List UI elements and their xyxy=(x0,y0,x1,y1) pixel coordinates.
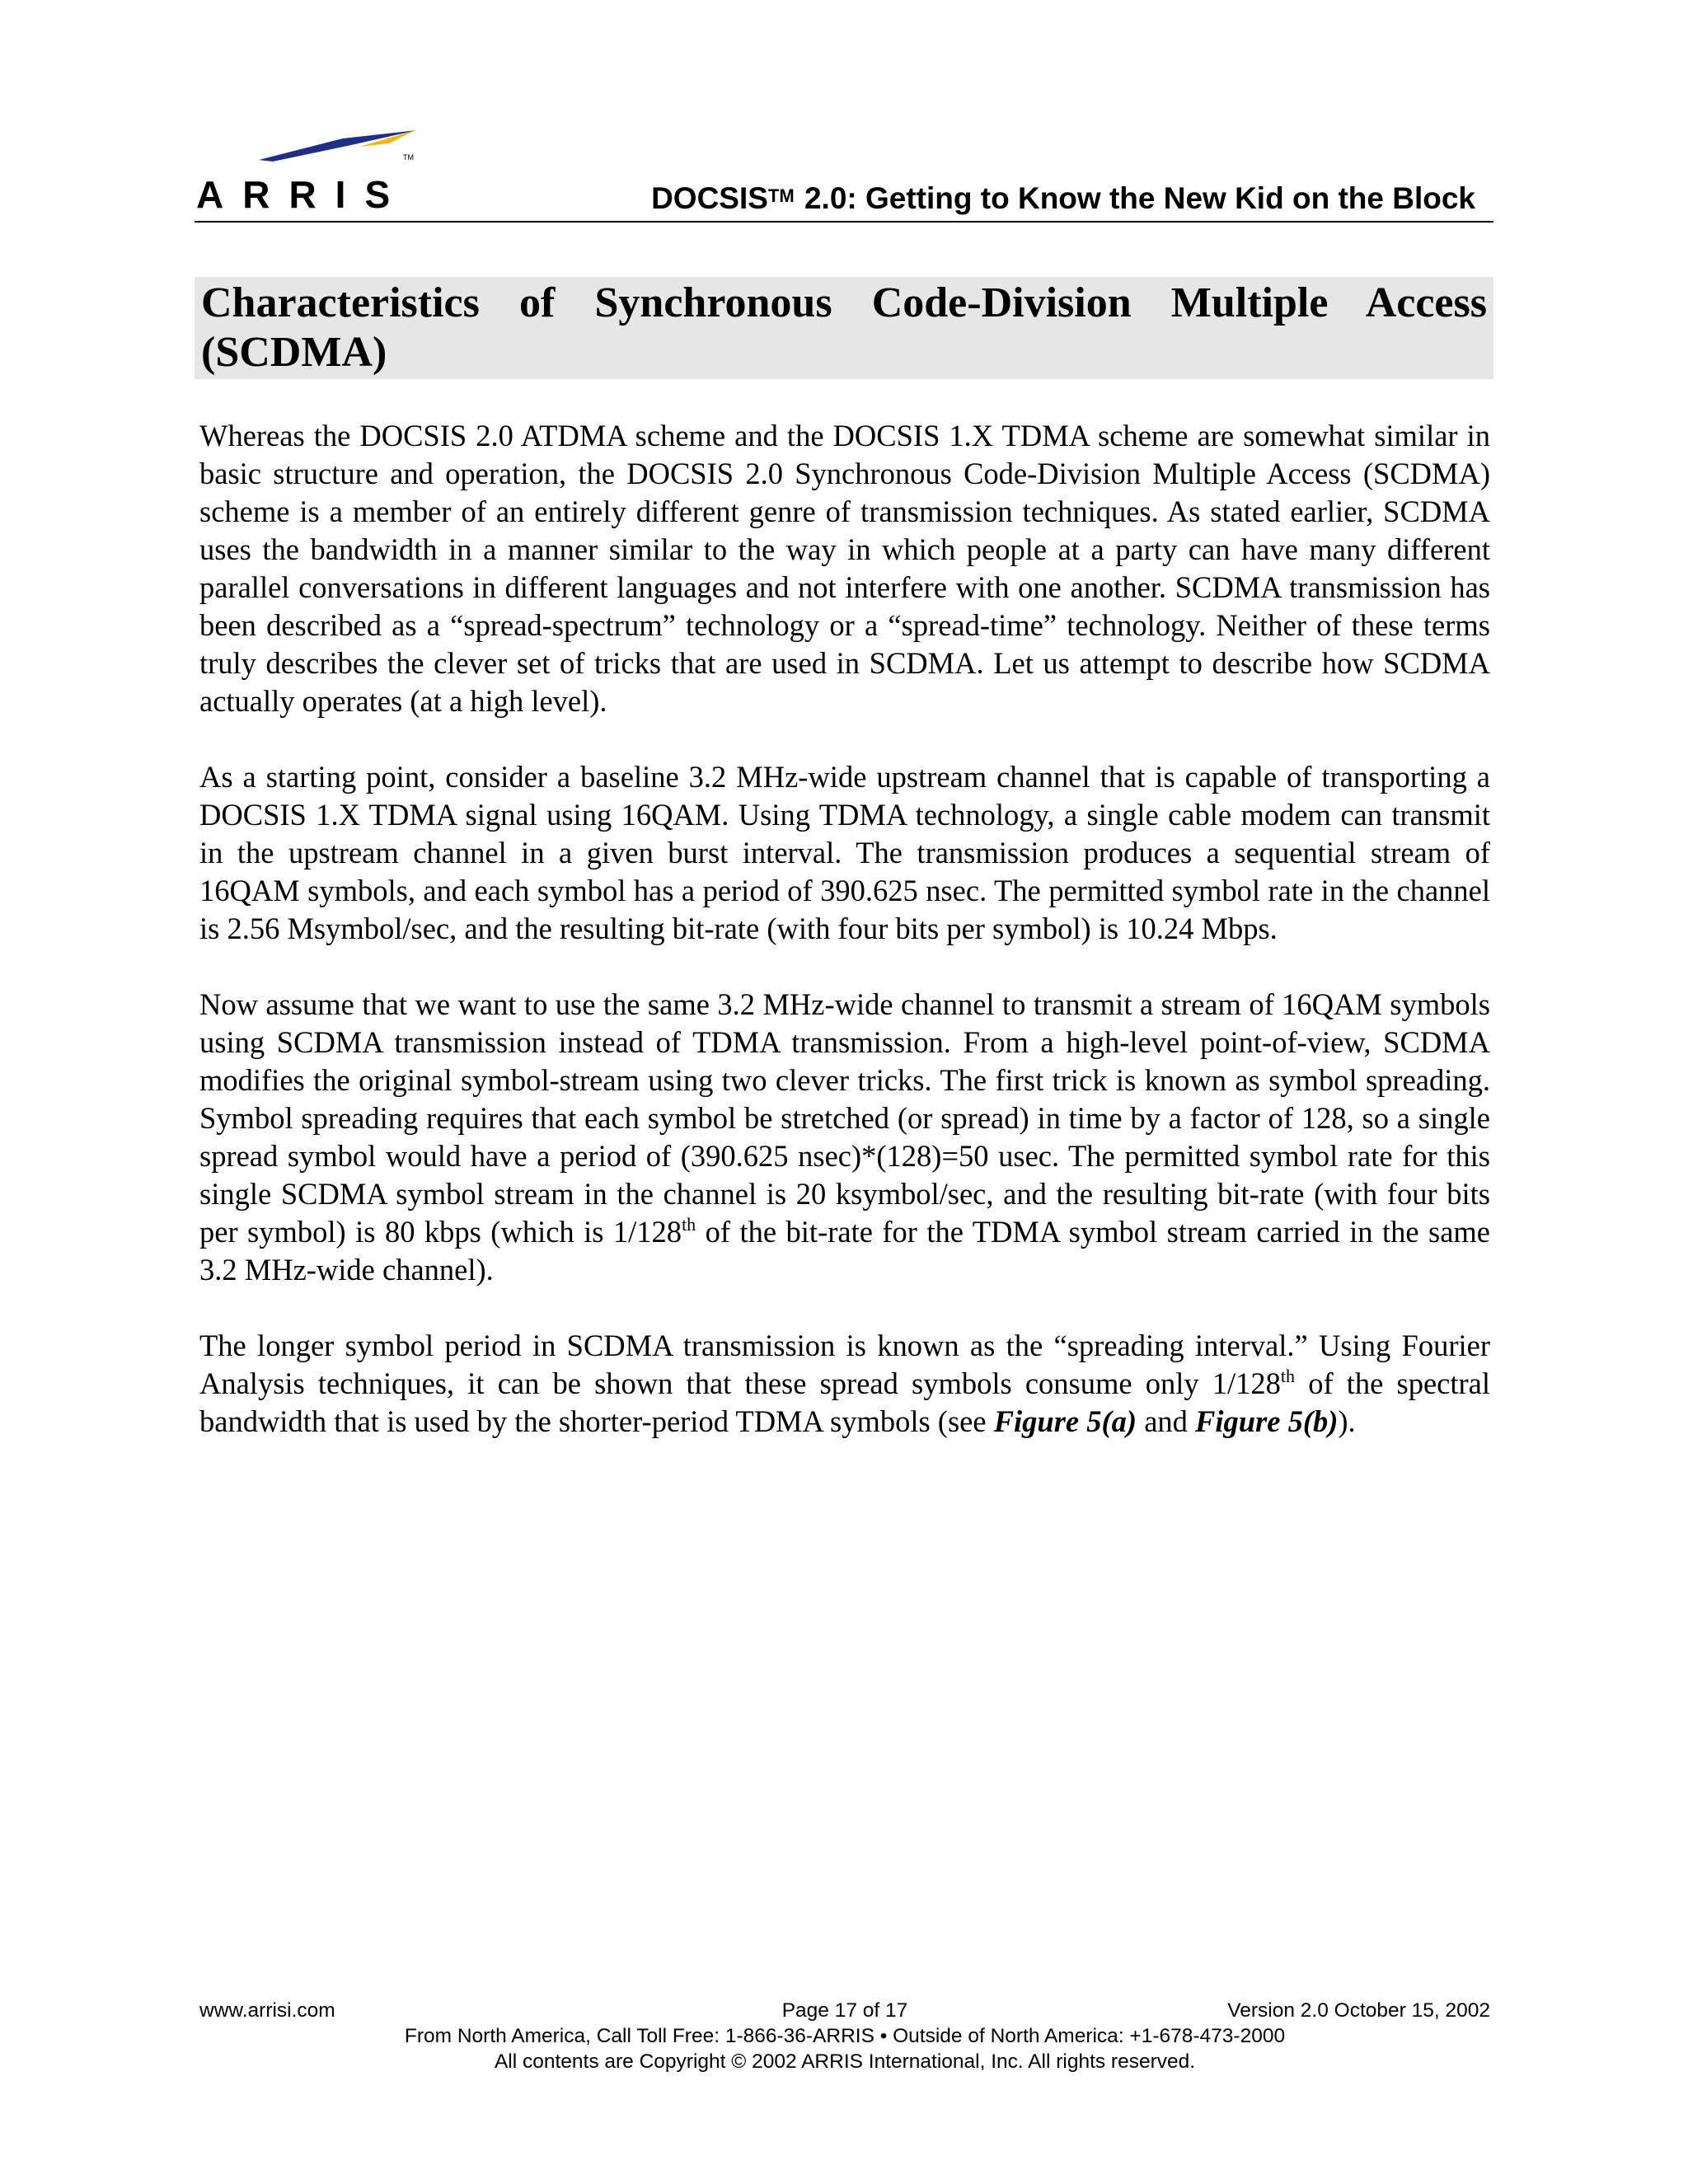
document-body xyxy=(199,417,1490,1479)
page-footer xyxy=(199,1998,1490,2074)
footer-version: Version 2.0 October 15, 2002 xyxy=(1227,1999,1490,2022)
paragraph-2: As a starting point, consider a baseline 3.2 MHz-wide upstream channel that is capable of transporting a DOCSIS 1.X TDMA signal using 16QAM. Using TDMA technology, a single cable modem can transmit in the upstream channel in a given burst interval. The transmission produces a sequential stream of 16QAM symbols, and each symbol has a period of 390.625 nsec. The permitted symbol rate in the channel is 2.56 Msymbol/sec, and the resulting bit-rate (with four bits per symbol) is 10.24 Mbps. xyxy=(199,760,1490,945)
paragraph-4: The longer symbol period in SCDMA transmission is known as the “spreading interval.” Using Fourier Analysis techniques, it can be shown that these spread symbols consume only 1/128th of the spectral bandwidth that is used by the shorter-period TDMA symbols (see Figure 5(a) and Figure 5(b)). xyxy=(199,1329,1490,1438)
footer-page-number: Page 17 of 17 xyxy=(781,1999,908,2022)
logo-wordmark: ARRIS xyxy=(196,173,410,214)
footer-contact: From North America, Call Toll Free: 1-866-36-ARRIS • Outside of North America: +1-678-473-2000 xyxy=(404,2025,1286,2047)
document-title: DOCSIS™ 2.0: Getting to Know the New Kid on the Block xyxy=(651,181,1475,215)
footer-website: www.arrisi.com xyxy=(199,1999,335,2022)
figure-reference-5a: Figure 5(a) xyxy=(993,1404,1137,1438)
arris-logo xyxy=(195,124,425,214)
paragraph-3: Now assume that we want to use the same 3.2 MHz-wide channel to transmit a stream of 16QAM symbols using SCDMA transmission instead of TDMA transmission. From a high-level point-of-view, SCDMA modifies the original symbol-stream using two clever tricks. The first trick is known as symbol spreading. Symbol spreading requires that each symbol be stretched (or spread) in time by a factor of 128, so a single spread symbol would have a period of (390.625 nsec)*(128)=50 usec. The permitted symbol rate for this single SCDMA symbol stream in the channel is 20 ksymbol/sec, and the resulting bit-rate (with four bits per symbol) is 80 kbps (which is 1/128th of the bit-rate for the TDMA symbol stream carried in the same 3.2 MHz-wide channel). xyxy=(199,987,1490,1286)
page-header xyxy=(195,124,1493,223)
paragraph-1: Whereas the DOCSIS 2.0 ATDMA scheme and the DOCSIS 1.X TDMA scheme are somewhat similar in basic structure and operation, the DOCSIS 2.0 Synchronous Code-Division Multiple Access (SCDMA) scheme is a member of an entirely different genre of transmission techniques. As stated earlier, SCDMA uses the bandwidth in a manner similar to the way in which people at a party can have many different parallel conversations in different languages and not interfere with one another. SCDMA transmission has been described as a “spread-spectrum” technology or a “spread-time” technology. Neither of these terms truly describes the clever set of tricks that are used in SCDMA. Let us attempt to describe how SCDMA actually operates (at a high level). xyxy=(199,419,1490,718)
section-heading: Characteristics of Synchronous Code-Division Multiple Access (SCDMA) xyxy=(195,277,1493,379)
figure-reference-5b: Figure 5(b) xyxy=(1195,1404,1339,1438)
footer-copyright: All contents are Copyright © 2002 ARRIS International, Inc. All rights reserved. xyxy=(494,2050,1196,2073)
svg-text:TM: TM xyxy=(403,153,414,162)
